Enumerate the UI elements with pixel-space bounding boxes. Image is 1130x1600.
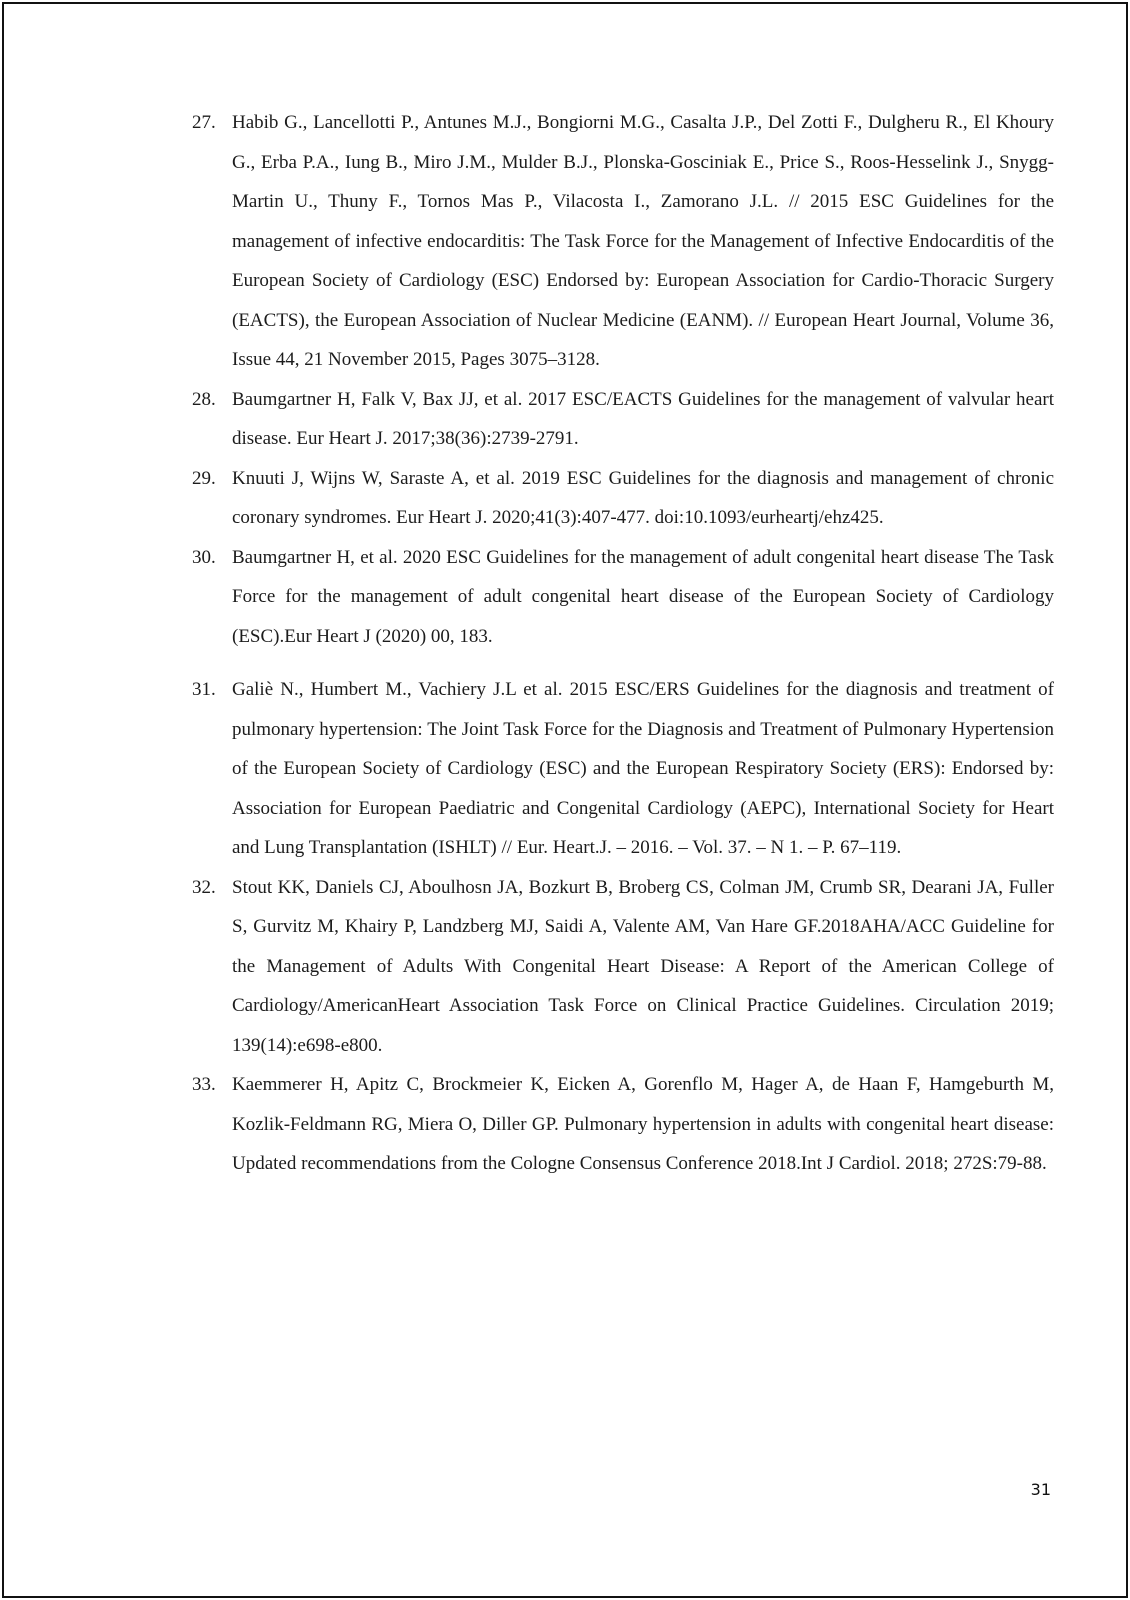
reference-item xyxy=(192,670,1054,868)
reference-text: Kaemmerer H, Apitz C, Brockmeier K, Eicken A, Gorenflo M, Hager A, de Haan F, Hamgeburth M, Kozlik-Feldmann RG, Miera O, Diller GP. Pulmonary hypertension in adults with congenital heart disease: Updated recommendations from the Cologne Consensus Conference 2018.Int J Cardiol. 2018; 272S:79-88. xyxy=(232,1074,1054,1174)
reference-list xyxy=(192,103,1054,1184)
reference-item xyxy=(192,380,1054,459)
reference-text: Baumgartner H, Falk V, Bax JJ, et al. 2017 ESC/EACTS Guidelines for the management of valvular heart disease. Eur Heart J. 2017;38(36):2739-2791. xyxy=(232,388,1054,449)
reference-number: 31. xyxy=(192,679,216,700)
reference-item xyxy=(192,1065,1054,1184)
reference-text: Stout KK, Daniels CJ, Aboulhosn JA, Bozkurt B, Broberg CS, Colman JM, Crumb SR, Dearani JA, Fuller S, Gurvitz M, Khairy P, Landzberg MJ, Saidi A, Valente AM, Van Hare GF.2018AHA/ACC Guideline for the Management of Adults With Congenital Heart Disease: A Report of the American College of Cardiology/AmericanHeart Association Task Force on Clinical Practice Guidelines. Circulation 2019; 139(14):e698-e800. xyxy=(232,876,1054,1056)
reference-item xyxy=(192,459,1054,538)
reference-item xyxy=(192,103,1054,380)
reference-number: 30. xyxy=(192,546,216,568)
page-number: 31 xyxy=(1030,1480,1051,1499)
reference-text: Galiè N., Humbert M., Vachiery J.L et al. 2015 ESC/ERS Guidelines for the diagnosis and treatment of pulmonary hypertension: The Joint Task Force for the Diagnosis and Treatment of Pulmonary Hypertension of the European Society of Cardiology (ESC) and the European Respiratory Society (ERS): Endorsed by: Association for European Paediatric and Congenital Cardiology (AEPC), International Society for Heart and Lung Transplantation (ISHLT) // Eur. Heart.J. – 2016. – Vol. 37. – N 1. – P. 67–119. xyxy=(232,679,1054,858)
reference-text: Habib G., Lancellotti P., Antunes M.J., Bongiorni M.G., Casalta J.P., Del Zotti F., Dulgheru R., El Khoury G., Erba P.A., Iung B., Miro J.M., Mulder B.J., Plonska-Gosciniak E., Price S., Roos-Hesselink J., Snygg-Martin U., Thuny F., Tornos Mas P., Vilacosta I., Zamorano J.L. // 2015 ESC Guidelines for the management of infective endocarditis: The Task Force for the Management of Infective Endocarditis of the European Society of Cardiology (ESC) Endorsed by: European Association for Cardio-Thoracic Surgery (EACTS), the European Association of Nuclear Medicine (EANM). // European Heart Journal, Volume 36, Issue 44, 21 November 2015, Pages 3075–3128. xyxy=(232,112,1054,370)
reference-number: 33. xyxy=(192,1074,216,1095)
document-page xyxy=(2,2,1128,1598)
reference-item xyxy=(192,538,1054,657)
reference-text: Baumgartner H, et al. 2020 ESC Guidelines for the management of adult congenital heart disease The Task Force for the management of adult congenital heart disease of the European Society of Cardiology (ESC).Eur Heart J (2020) 00, 183. xyxy=(232,546,1054,647)
reference-number: 32. xyxy=(192,876,216,898)
reference-number: 29. xyxy=(192,467,216,489)
reference-text: Knuuti J, Wijns W, Saraste A, et al. 2019 ESC Guidelines for the diagnosis and management of chronic coronary syndromes. Eur Heart J. 2020;41(3):407-477. doi:10.1093/eurheartj/ehz425. xyxy=(232,467,1054,528)
reference-number: 28. xyxy=(192,388,216,410)
reference-item xyxy=(192,868,1054,1066)
reference-number: 27. xyxy=(192,112,216,133)
